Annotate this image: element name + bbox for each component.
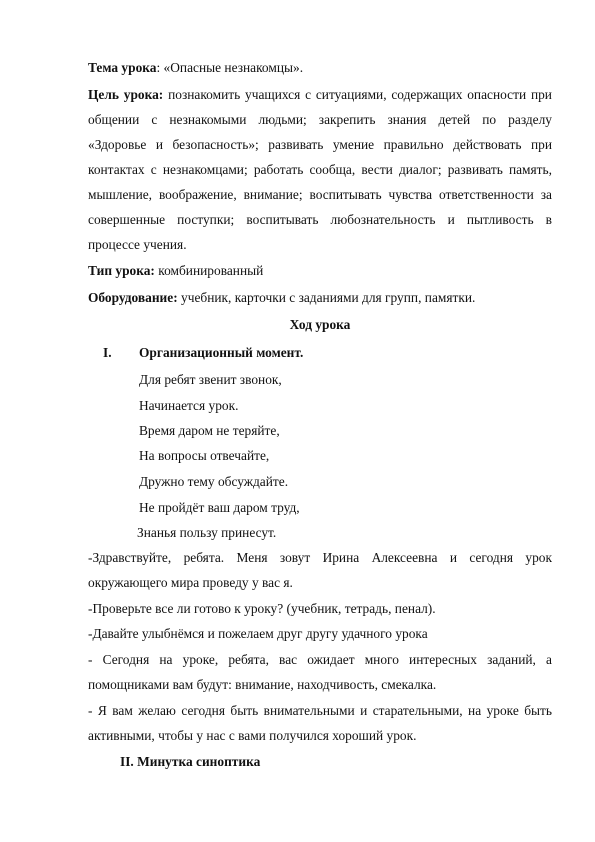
equipment-value: учебник, карточки с заданиями для групп, памятки. xyxy=(181,290,476,305)
poem-line-3: Время даром не теряйте, xyxy=(139,423,280,438)
paragraph-line-5: - Сегодня на уроке, ребята, вас ожидает много интересных заданий, а xyxy=(88,652,552,667)
goal-text-1: познакомить учащихся с ситуациями, содержащих опасности при xyxy=(168,87,552,102)
goal-line-1 xyxy=(88,87,552,103)
poem-line-5: Дружно тему обсуждайте. xyxy=(139,474,289,489)
goal-line-3: «Здоровье и безопасность»; развивать умение правильно действовать при xyxy=(88,137,552,152)
lesson-type-line xyxy=(88,263,263,279)
goal-line-4: контактах с незнакомцами; работать сообща, вести диалог; развивать память, xyxy=(88,162,552,177)
equipment-line xyxy=(88,290,475,306)
paragraph-line-6: помощниками вам будут: внимание, находчивость, смекалка. xyxy=(88,677,437,692)
section1-number: I. xyxy=(103,345,112,360)
poem-line-7: Знанья пользу принесут. xyxy=(137,525,277,540)
topic-label: Тема урока xyxy=(88,60,157,75)
equipment-label: Оборудование: xyxy=(88,290,178,305)
topic-value: : «Опасные незнакомцы». xyxy=(156,60,304,75)
paragraph-line-1: -Здравствуйте, ребята. Меня зовут Ирина Алексеевна и сегодня урок xyxy=(88,550,552,565)
goal-line-2: общении с незнакомыми людьми; закрепить знания детей по разделу xyxy=(88,112,552,127)
goal-line-6: совершенные поступки; воспитывать любознательность и пытливость в xyxy=(88,212,552,227)
paragraph-line-4: -Давайте улыбнёмся и пожелаем друг другу удачного урока xyxy=(88,626,428,641)
goal-label: Цель урока: xyxy=(88,87,164,102)
paragraph-line-7: - Я вам желаю сегодня быть внимательными и старательными, на уроке быть xyxy=(88,703,552,718)
poem-line-6: Не пройдёт ваш даром труд, xyxy=(139,500,300,515)
poem-line-2: Начинается урок. xyxy=(139,398,239,413)
type-label: Тип урока: xyxy=(88,263,155,278)
section2-title: II. Минутка синоптика xyxy=(120,754,261,769)
goal-line-5: мышление, воображение, внимание; воспитывать чувства ответственности за xyxy=(88,187,552,202)
paragraph-line-2: окружающего мира проведу у вас я. xyxy=(88,575,293,590)
section1-title: Организационный момент. xyxy=(139,345,304,360)
lesson-topic-line xyxy=(88,60,303,76)
type-value: комбинированный xyxy=(158,263,264,278)
poem-line-4: На вопросы отвечайте, xyxy=(139,448,270,463)
paragraph-line-3: -Проверьте все ли готово к уроку? (учебник, тетрадь, пенал). xyxy=(88,601,436,616)
paragraph-line-8: активными, чтобы у нас с вами получился хороший урок. xyxy=(88,728,417,743)
lesson-heading: Ход урока xyxy=(289,317,351,332)
goal-line-7: процессе учения. xyxy=(88,237,187,252)
poem-line-1: Для ребят звенит звонок, xyxy=(139,372,282,387)
